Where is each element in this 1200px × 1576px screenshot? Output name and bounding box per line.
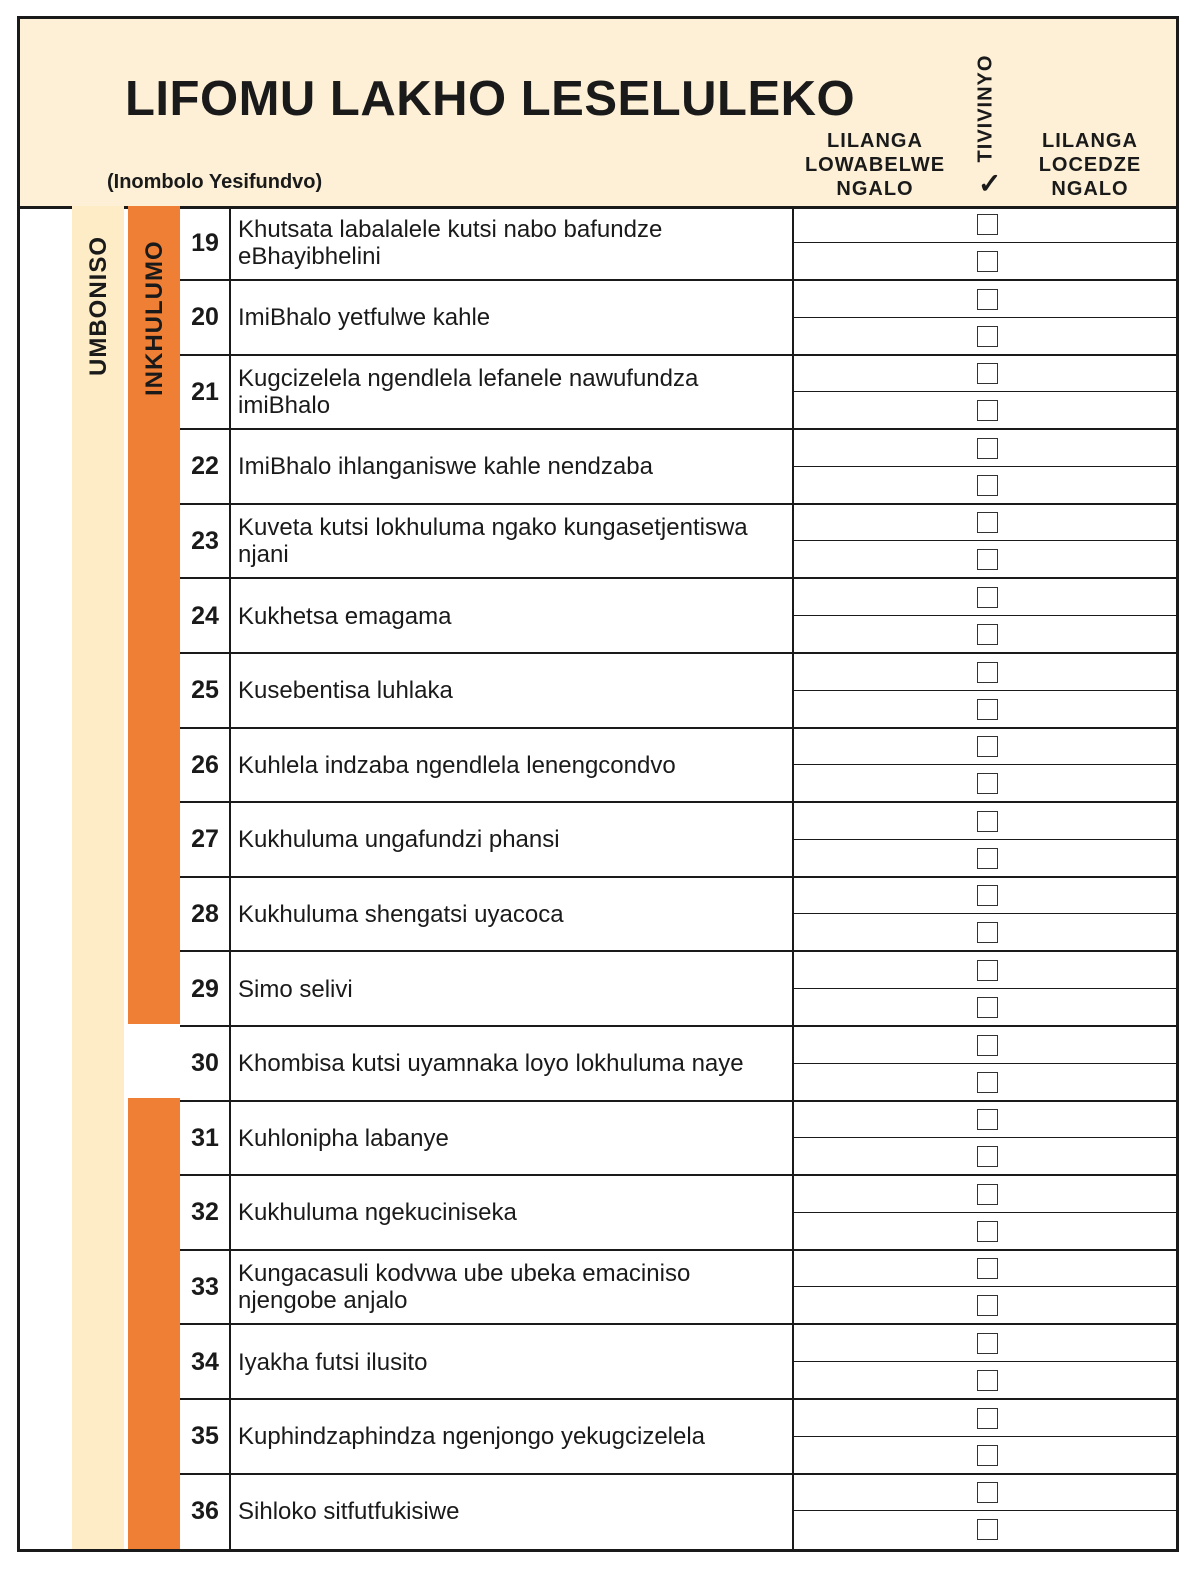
talk-label: INKHULUMO xyxy=(141,240,168,396)
date-completed-header-line: LILANGA xyxy=(1042,130,1138,152)
exercise-checkbox[interactable] xyxy=(977,512,998,533)
row-divider xyxy=(793,1063,1176,1064)
study-title: Sihloko sitfutfukisiwe xyxy=(238,1497,460,1525)
table-row xyxy=(180,430,1176,504)
study-title: Kuveta kutsi lokhuluma ngako kungasetjentiswa njani xyxy=(238,514,748,569)
table-row xyxy=(180,1250,1176,1324)
study-number: 36 xyxy=(191,1496,219,1525)
table-row xyxy=(180,952,1176,1026)
row-divider xyxy=(793,1436,1176,1437)
exercise-checkbox[interactable] xyxy=(977,885,998,906)
exercise-checkbox[interactable] xyxy=(977,400,998,421)
date-assigned-header-line: LILANGA xyxy=(827,130,923,152)
date-assigned-header xyxy=(800,129,950,201)
row-divider xyxy=(793,1286,1176,1287)
study-title: Kuphindzaphindza ngenjongo yekugcizelela xyxy=(238,1423,706,1451)
row-divider xyxy=(793,764,1176,765)
date-assigned-header-line: NGALO xyxy=(836,178,914,200)
exercise-checkbox[interactable] xyxy=(977,549,998,570)
row-divider xyxy=(793,1361,1176,1362)
study-number: 32 xyxy=(191,1198,219,1227)
study-number: 35 xyxy=(191,1422,219,1451)
study-title: Kusebentisa luhlaka xyxy=(238,677,453,705)
row-divider xyxy=(793,391,1176,392)
exercise-checkbox[interactable] xyxy=(977,922,998,943)
exercise-checkbox[interactable] xyxy=(977,1445,998,1466)
row-divider xyxy=(793,242,1176,243)
study-number: 27 xyxy=(191,825,219,854)
table-row xyxy=(180,1325,1176,1399)
exercise-checkbox[interactable] xyxy=(977,1408,998,1429)
study-number: 21 xyxy=(191,377,219,406)
table-row xyxy=(180,803,1176,877)
exercise-checkbox[interactable] xyxy=(977,326,998,347)
row-divider xyxy=(793,1137,1176,1138)
presentation-label: UMBONISO xyxy=(85,236,112,376)
study-title: Iyakha futsi ilusito xyxy=(238,1348,428,1376)
presentation-band xyxy=(72,206,124,1549)
row-divider xyxy=(793,540,1176,541)
table-row xyxy=(180,877,1176,951)
row-divider xyxy=(793,317,1176,318)
table-row xyxy=(180,1101,1176,1175)
study-title: Kukhuluma shengatsi uyacoca xyxy=(238,900,564,928)
exercise-checkbox[interactable] xyxy=(977,1258,998,1279)
row-divider xyxy=(793,913,1176,914)
date-completed-header xyxy=(1020,129,1160,201)
exercise-checkbox[interactable] xyxy=(977,773,998,794)
study-title: Simo selivi xyxy=(238,975,353,1003)
study-title: Kuhlela indzaba ngendlela lenengcondvo xyxy=(238,751,676,779)
study-number: 23 xyxy=(191,526,219,555)
exercise-checkbox[interactable] xyxy=(977,1333,998,1354)
exercise-checkbox[interactable] xyxy=(977,475,998,496)
form-header xyxy=(20,19,1176,209)
study-number: 25 xyxy=(191,676,219,705)
row-divider xyxy=(793,466,1176,467)
row-divider xyxy=(793,690,1176,691)
date-completed-header-line: LOCEDZE xyxy=(1038,154,1142,176)
exercise-checkbox[interactable] xyxy=(977,811,998,832)
table-row xyxy=(180,1027,1176,1101)
row-divider xyxy=(793,1510,1176,1511)
exercise-checkbox[interactable] xyxy=(977,1109,998,1130)
table-row xyxy=(180,579,1176,653)
form-body xyxy=(20,206,1176,1549)
table-row xyxy=(180,728,1176,802)
exercise-checkbox[interactable] xyxy=(977,251,998,272)
table-row xyxy=(180,281,1176,355)
exercise-checkbox[interactable] xyxy=(977,1146,998,1167)
exercise-checkbox[interactable] xyxy=(977,1035,998,1056)
lesson-number-label: (Inombolo Yesifundvo) xyxy=(107,171,323,193)
exercise-checkbox[interactable] xyxy=(977,438,998,459)
exercises-header-label: TIVIVINYO xyxy=(974,54,997,163)
study-title: ImiBhalo ihlanganiswe kahle nendzaba xyxy=(238,453,653,481)
exercise-checkbox[interactable] xyxy=(977,1519,998,1540)
table-row xyxy=(180,355,1176,429)
exercise-checkbox[interactable] xyxy=(977,997,998,1018)
table-row xyxy=(180,206,1176,280)
study-number: 33 xyxy=(191,1272,219,1301)
row-divider xyxy=(793,615,1176,616)
study-number: 28 xyxy=(191,899,219,928)
study-title: Kukhetsa emagama xyxy=(238,602,452,630)
exercise-checkbox[interactable] xyxy=(977,1370,998,1391)
exercise-checkbox[interactable] xyxy=(977,289,998,310)
exercise-checkbox[interactable] xyxy=(977,624,998,645)
study-title: Kukhuluma ngekuciniseka xyxy=(238,1199,517,1227)
counsel-form xyxy=(17,16,1179,1552)
study-number: 22 xyxy=(191,452,219,481)
exercise-checkbox[interactable] xyxy=(977,587,998,608)
table-row xyxy=(180,1176,1176,1250)
study-number: 30 xyxy=(191,1049,219,1078)
date-completed-header-line: NGALO xyxy=(1051,178,1129,200)
study-title: Khutsata labalalele kutsi nabo bafundze eBhayibhelini xyxy=(238,216,663,270)
exercise-checkbox[interactable] xyxy=(977,363,998,384)
study-number: 20 xyxy=(191,303,219,332)
study-title: Kuhlonipha labanye xyxy=(238,1124,449,1152)
exercise-checkbox[interactable] xyxy=(977,1221,998,1242)
row-divider xyxy=(793,1212,1176,1213)
talk-band-lower xyxy=(128,1098,180,1549)
study-number: 29 xyxy=(191,974,219,1003)
study-title: Kukhuluma ungafundzi phansi xyxy=(238,826,560,854)
table-row xyxy=(180,1400,1176,1474)
exercise-checkbox[interactable] xyxy=(977,1295,998,1316)
table-row xyxy=(180,1474,1176,1548)
exercise-checkbox[interactable] xyxy=(977,214,998,235)
study-title: Khombisa kutsi uyamnaka loyo lokhuluma naye xyxy=(238,1050,744,1078)
table-row xyxy=(180,504,1176,578)
form-title: LIFOMU LAKHO LESELULEKO xyxy=(125,72,856,126)
exercise-checkbox[interactable] xyxy=(977,662,998,683)
study-title: Kugcizelela ngendlela lefanele nawufundza imiBhalo xyxy=(238,365,699,420)
date-assigned-header-line: LOWABELWE xyxy=(804,154,946,176)
row-divider xyxy=(793,839,1176,840)
exercise-checkbox[interactable] xyxy=(977,1482,998,1503)
exercise-checkbox[interactable] xyxy=(977,736,998,757)
exercise-checkbox[interactable] xyxy=(977,699,998,720)
exercise-checkbox[interactable] xyxy=(977,1184,998,1205)
exercises-header xyxy=(970,49,1002,179)
exercise-checkbox[interactable] xyxy=(977,1072,998,1093)
study-title: Kungacasuli kodvwa ube ubeka emaciniso njengobe anjalo xyxy=(238,1260,691,1315)
exercise-checkbox[interactable] xyxy=(977,960,998,981)
table-row xyxy=(180,654,1176,728)
checkmark-icon: ✓ xyxy=(978,168,1002,199)
row-divider xyxy=(793,988,1176,989)
study-number: 19 xyxy=(191,228,219,257)
study-number: 26 xyxy=(191,750,219,779)
study-number: 34 xyxy=(191,1347,219,1376)
talk-band xyxy=(128,206,180,1024)
exercise-checkbox[interactable] xyxy=(977,848,998,869)
study-title: ImiBhalo yetfulwe kahle xyxy=(238,304,491,332)
study-number: 24 xyxy=(191,601,219,630)
study-number: 31 xyxy=(191,1123,219,1152)
